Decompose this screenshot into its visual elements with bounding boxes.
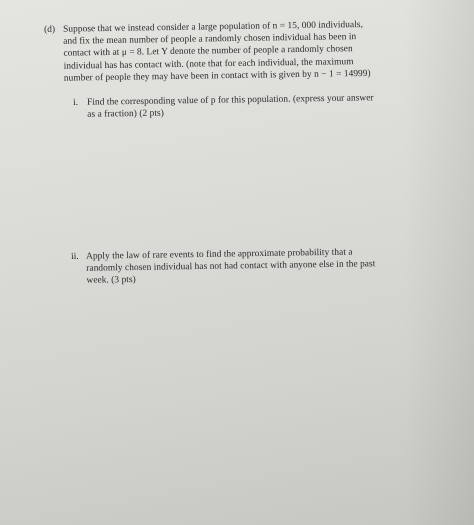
part-d-label: (d): [44, 24, 56, 35]
part-i-label: i.: [73, 97, 79, 108]
part-ii-text-line: Apply the law of rare events to find the approximate probability that a: [86, 247, 353, 262]
part-ii-text-line: randomly chosen individual has not had contact with anyone else in the past: [86, 259, 376, 274]
part-d-text-line: and fix the mean number of people a randomly chosen individual has been in: [63, 32, 357, 47]
part-ii-text-line: week. (3 pts): [86, 275, 136, 287]
question-part-i: [73, 92, 374, 121]
question-part-d: [44, 18, 445, 85]
part-d-text-line: number of people they may have been in contact with is given by n − 1 = 14999): [63, 68, 371, 84]
part-ii-label: ii.: [71, 251, 79, 262]
part-i-text-line: as a fraction) (2 pts): [87, 108, 164, 120]
question-part-ii: [71, 246, 376, 287]
part-d-text-line: Suppose that we instead consider a large population of n = 15, 000 individuals,: [63, 19, 364, 35]
part-d-text-line: individual has has contact with. (note that for each individual, the maximum: [63, 56, 354, 72]
part-d-text-line: contact with at μ = 8. Let Y denote the number of people a randomly chosen: [63, 44, 353, 60]
part-i-text-line: Find the corresponding value of p for this population. (express your answer: [87, 93, 374, 108]
